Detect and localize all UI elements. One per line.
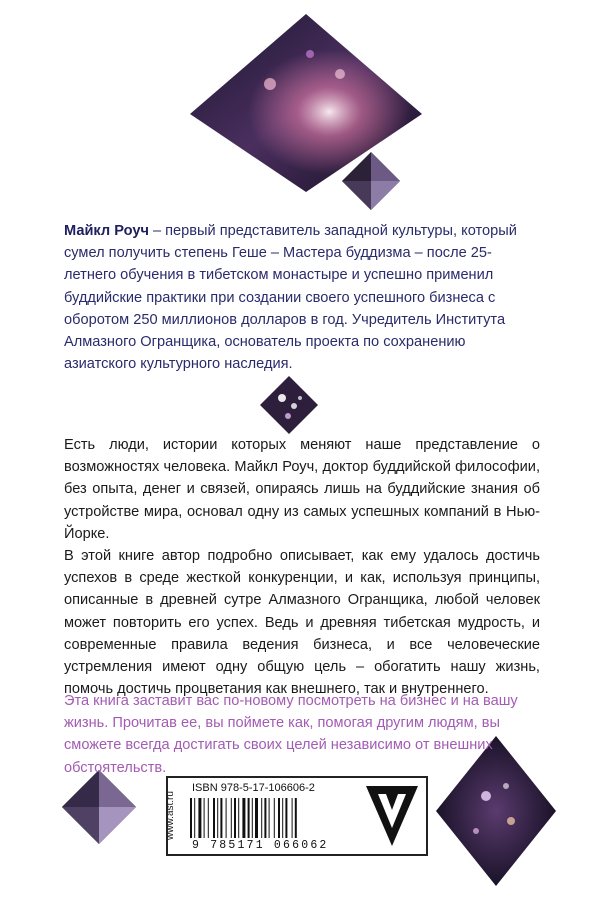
book-description <box>64 434 540 700</box>
description-paragraph: В этой книге автор подробно описывает, как ему удалось достичь успехов в среде жесткой конкуренции, и как, используя принципы, описанные в древней сутре Алмазного Огранщика, любой человек может повторить его успех. Ведь и древняя тибетская мудрость, и современные правила ведения бизнеса, и все человеческие устремления имеют одну общую цель – обогатить нашу жизнь, помочь достичь процветания как внешнего, так и внутреннего. <box>64 548 540 698</box>
author-bio <box>64 220 540 375</box>
small-diamond-image <box>342 152 400 210</box>
barcode-digits: 9 785171 066062 <box>192 839 329 852</box>
barcode-icon <box>190 798 356 838</box>
barcode-box <box>166 776 428 856</box>
publisher-logo-icon <box>364 784 420 848</box>
description-paragraph: Есть люди, истории которых меняют наше представление о возможностях человека. Майкл Роуч, доктор буддийской философии, без опыта, денег и связей, опираясь лишь на буддийские знания об устройстве мира, основал одну из самых успешных компаний в Нью-Йорке. <box>64 437 540 542</box>
tagline: Эта книга заставит вас по-новому посмотреть на бизнес и на вашу жизнь. Прочитав ее, вы поймете как, помогая другим людям, вы сможете всегда достигать своих целей независимо от внешних обстоятельств. <box>64 693 518 776</box>
author-bio-text: – первый представитель западной культуры, который сумел получить степень Геше – Мастера буддизма – после 25-летнего обучения в тибетском монастыре и успешно применил буддийские практики при создании своего успешного бизнеса с оборотом 250 миллионов долларов в год. Учредитель Института Алмазного Огранщика, основатель проекта по сохранению азиатского культурного наследия. <box>64 223 517 373</box>
isbn-text: ISBN 978-5-17-106606-2 <box>192 782 315 794</box>
bottom-left-diamond-image <box>62 770 136 844</box>
website-label: www.ast.ru <box>164 791 176 840</box>
author-name: Майкл Роуч <box>64 223 149 239</box>
middle-diamond-image <box>260 376 318 434</box>
